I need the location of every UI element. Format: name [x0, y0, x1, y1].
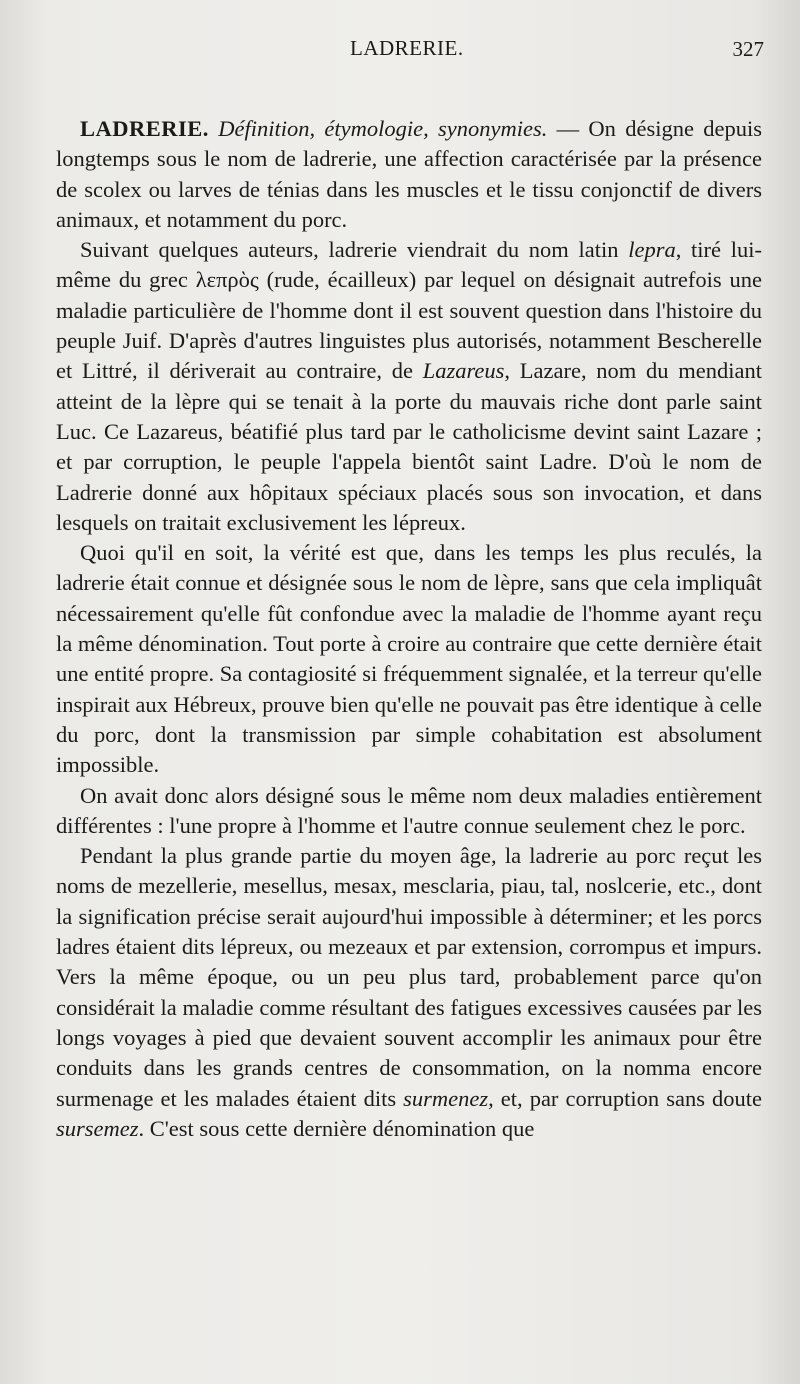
italic-term: sursemez [56, 1115, 139, 1141]
paragraph-text: . C'est sous cette dernière dénomination que [138, 1115, 535, 1141]
paragraph-definition [56, 114, 762, 235]
paragraph-history: Quoi qu'il en soit, la vérité est que, dans les temps les plus reculés, la ladrerie était connue et désignée sous le nom de lèpre, sans que cela impliquât nécessairement qu'elle fût confondue avec la maladie de l'homme ayant reçu la même dénomination. Tout porte à croire au contraire que cette dernière était une entité propre. Sa contagiosité si fréquemment signalée, et la terreur qu'elle inspirait aux Hébreux, prouve bien qu'elle ne pouvait pas être identique à celle du porc, dont la transmission par simple cohabitation est absolument impossible. [56, 540, 762, 778]
paragraph-text: , tiré lui-même du grec λεπρὸς (rude, écailleux) par lequel on désignait autrefois une maladie particulière de l'homme dont il est souvent question dans l'histoire du peuple Juif. D'après d'autres linguistes plus autorisés, notamment Bescherelle et Littré, il dériverait au contraire, de [56, 237, 762, 384]
paragraph-synonyms [56, 841, 762, 1144]
article-body [56, 114, 762, 1144]
page-number: 327 [732, 37, 764, 61]
italic-term: lepra [628, 237, 676, 263]
italic-term: Lazareus [422, 358, 505, 384]
paragraph-text: , Lazare, nom du mendiant atteint de la lèpre qui se tenait à la porte du mauvais riche dont parle saint Luc. Ce Lazareus, béatifié plus tard par le catholicisme devint saint Lazare ; et par corruption, le peuple l'appela bientôt saint Ladre. D'où le nom de Ladrerie donné aux hôpitaux spéciaux placés sous son invocation, et dans lesquels on traitait exclusivement les lépreux. [56, 358, 762, 535]
paragraph-text: — On désigne depuis longtemps sous le nom de ladrerie, une affection caractérisée par la présence de scolex ou larves de ténias dans les muscles et le tissu conjonctif de divers animaux, et notamment du porc. [56, 116, 762, 232]
running-head: LADRERIE. [350, 36, 464, 60]
section-subtitle: Définition, étymologie, synonymies. [218, 116, 548, 141]
italic-term: surmenez [403, 1085, 489, 1111]
headword: LADRERIE. [80, 116, 209, 141]
paragraph-text: Suivant quelques auteurs, ladrerie viendrait du nom latin [80, 237, 629, 263]
page-header [0, 36, 800, 66]
paragraph-text: , et, par corruption sans doute [488, 1085, 762, 1111]
paragraph-text: Pendant la plus grande partie du moyen âge, la ladrerie au porc reçut les noms de mezellerie, mesellus, mesax, mesclaria, piau, tal, noslcerie, etc., dont la signification précise serait aujourd'hui impossible à déterminer; et les porcs ladres étaient dits lépreux, ou mezeaux et par extension, corrompus et impurs. Vers la même époque, ou un peu plus tard, probablement parce qu'on considérait la maladie comme résultant des fatigues excessives causées par les longs voyages à pied que devaient souvent accomplir les animaux pour être conduits dans les grands centres de consommation, on la nomma encore surmenage et les malades étaient dits [56, 843, 762, 1111]
paragraph-conclusion: On avait donc alors désigné sous le même nom deux maladies entièrement différentes : l'une propre à l'homme et l'autre connue seulement chez le porc. [56, 782, 762, 838]
paragraph-etymology [56, 235, 762, 538]
